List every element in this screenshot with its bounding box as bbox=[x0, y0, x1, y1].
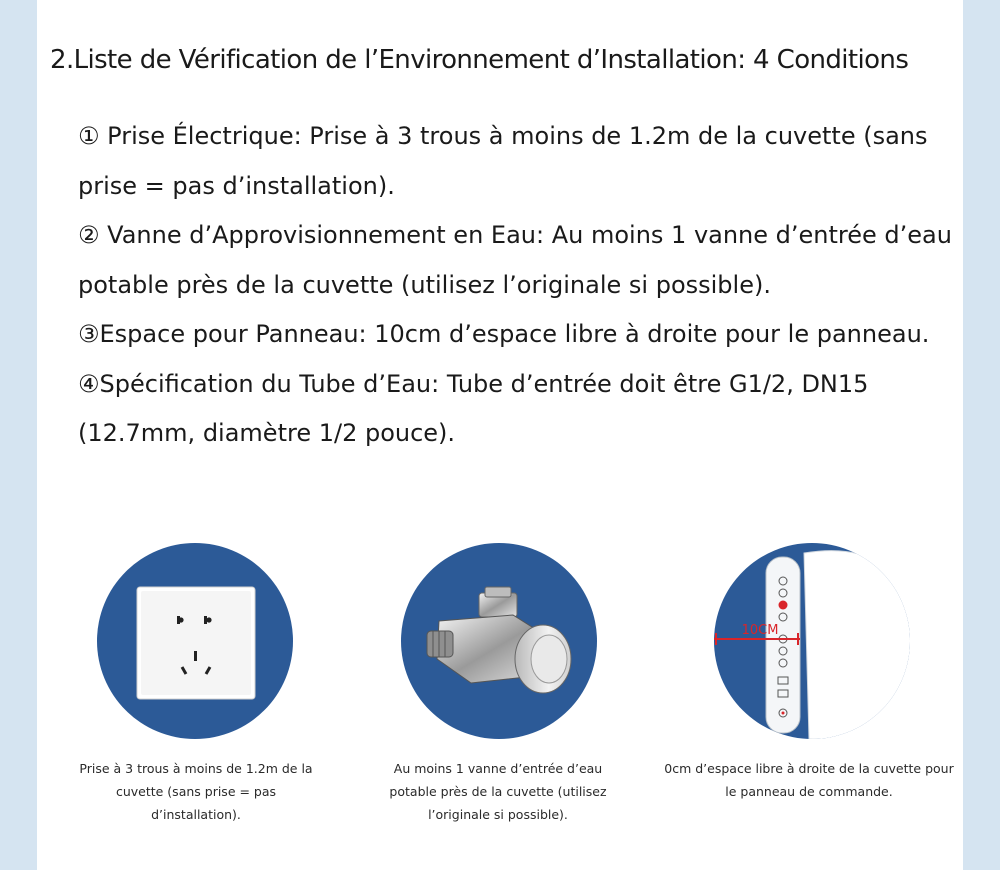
socket-caption: Prise à 3 trous à moins de 1.2m de la cuvette (sans prise = pas d’installation). bbox=[79, 761, 313, 822]
panel-caption: 0cm d’espace libre à droite de la cuvette pour le panneau de commande. bbox=[664, 761, 954, 799]
conditions-list bbox=[78, 112, 958, 459]
socket-illustration bbox=[97, 543, 293, 739]
measurement-label: 10CM bbox=[741, 623, 779, 638]
condition-electrical-outlet: ① Prise Électrique: Prise à 3 trous à moins de 1.2m de la cuvette (sans prise = pas d’installation). bbox=[78, 122, 928, 200]
condition-water-pipe: ④Spécification du Tube d’Eau: Tube d’entrée doit être G1/2, DN15 (12.7mm, diamètre 1/2 pouce). bbox=[78, 369, 869, 447]
angle-valve-icon bbox=[401, 543, 597, 739]
section-title: 2.Liste de Vérification de l’Environnement d’Installation: 4 Conditions bbox=[50, 45, 909, 75]
wall-socket-icon bbox=[97, 543, 293, 739]
condition-panel-space: ③Espace pour Panneau: 10cm d’espace libre à droite pour le panneau. bbox=[78, 320, 930, 348]
panel-illustration bbox=[714, 543, 910, 739]
content-panel bbox=[37, 0, 963, 870]
valve-caption: Au moins 1 vanne d’entrée d’eau potable près de la cuvette (utilisez l’originale si possible). bbox=[389, 761, 607, 822]
control-panel-icon bbox=[714, 543, 910, 739]
condition-water-valve: ② Vanne d’Approvisionnement en Eau: Au moins 1 vanne d’entrée d’eau potable près de la cuvette (utilisez l’originale si possible). bbox=[78, 221, 952, 299]
valve-illustration bbox=[401, 543, 597, 739]
